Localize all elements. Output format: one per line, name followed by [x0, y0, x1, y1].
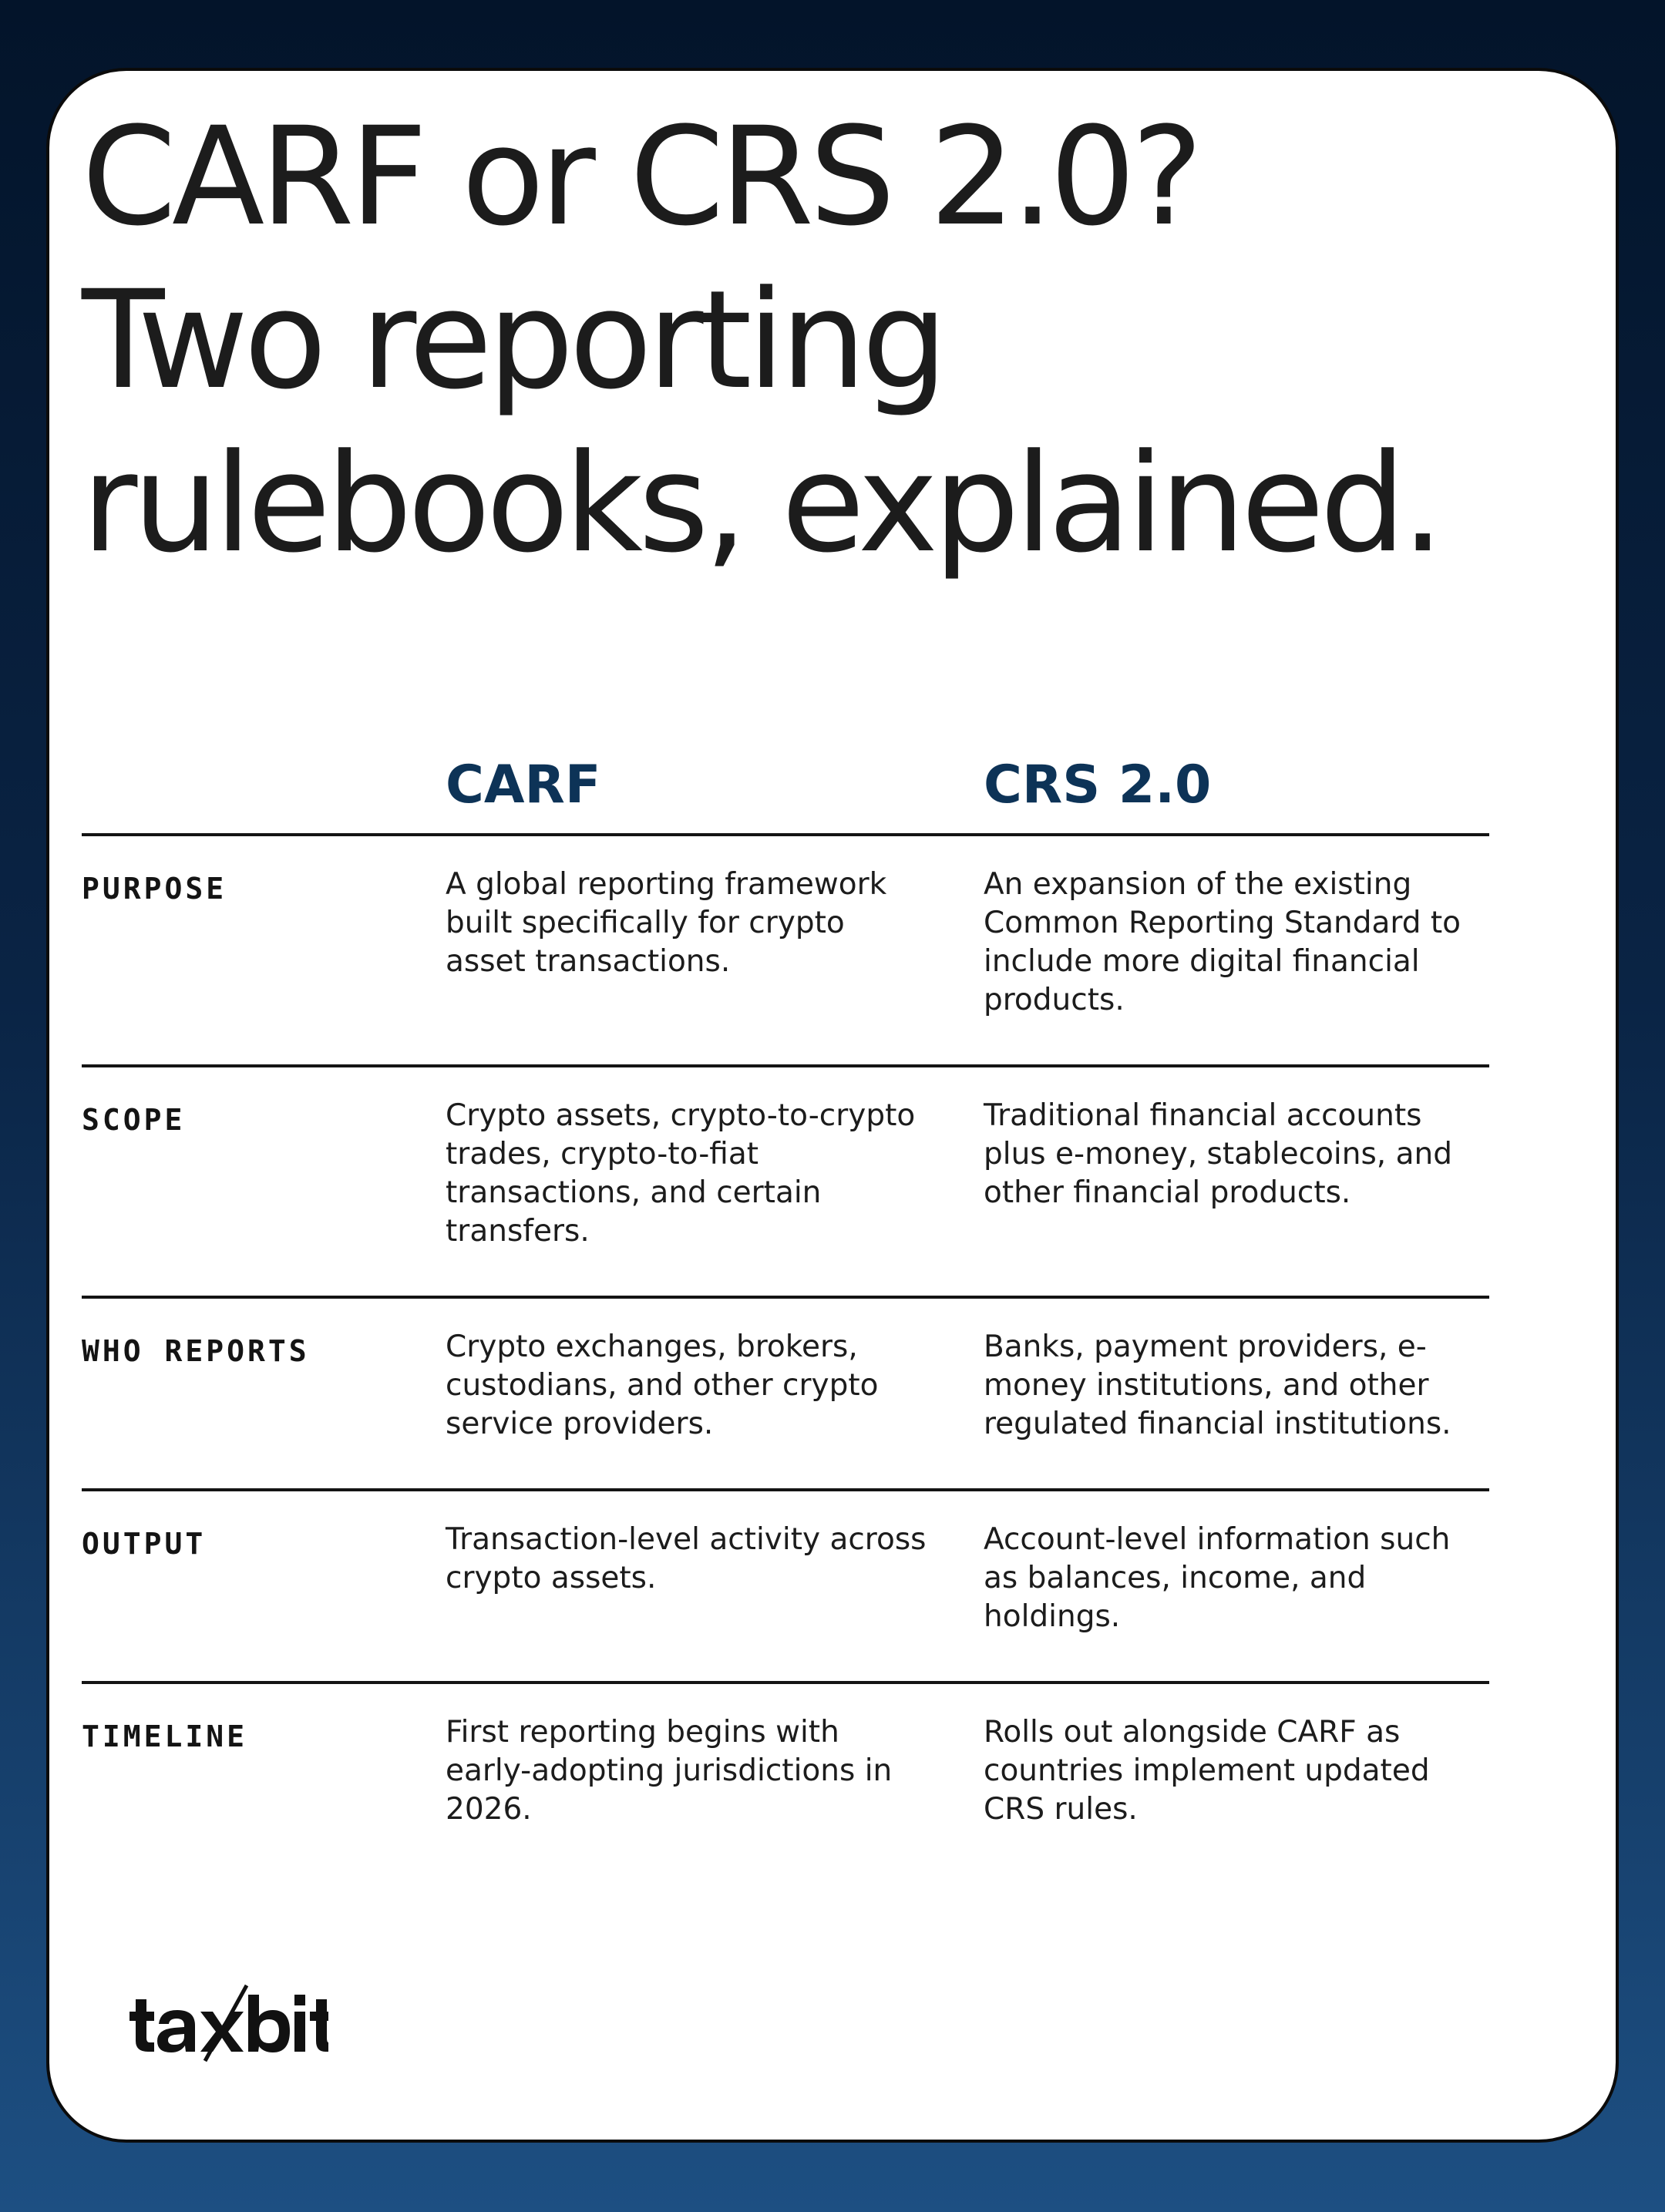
comparison-table: [82, 751, 1489, 1877]
crs-cell: Traditional financial accounts plus e-money, stablecoins, and other financial products.: [984, 1098, 1452, 1210]
row-label: PURPOSE: [82, 872, 227, 906]
column-header-crs: CRS 2.0: [984, 755, 1212, 815]
table-header: [82, 751, 1489, 836]
headline: [82, 96, 1440, 586]
headline-line-1: CARF or CRS 2.0?: [82, 98, 1199, 256]
crs-cell: Banks, payment providers, e-money institutions, and other regulated financial institutions.: [984, 1330, 1451, 1441]
crs-cell: An expansion of the existing Common Reporting Standard to include more digital financial products.: [984, 867, 1462, 1017]
carf-cell: First reporting begins with early-adopting jurisdictions in 2026.: [446, 1715, 893, 1827]
table-row-timeline: [82, 1684, 1489, 1877]
carf-cell: Transaction-level activity across crypto assets.: [446, 1522, 927, 1595]
crs-cell: Rolls out alongside CARF as countries implement updated CRS rules.: [984, 1715, 1430, 1827]
headline-line-2: Two reporting: [82, 261, 944, 419]
row-label: TIMELINE: [82, 1720, 248, 1753]
headline-line-3: rulebooks, explained.: [82, 425, 1440, 583]
row-label: WHO REPORTS: [82, 1334, 310, 1368]
taxbit-logo: [128, 1981, 328, 2066]
table-row-purpose: [82, 836, 1489, 1067]
carf-cell: A global reporting framework built specifically for crypto asset transactions.: [446, 867, 887, 979]
table-row-who-reports: [82, 1299, 1489, 1491]
carf-cell: Crypto exchanges, brokers, custodians, and other crypto service providers.: [446, 1330, 879, 1441]
carf-cell: Crypto assets, crypto-to-crypto trades, crypto-to-fiat transactions, and certain transfers.: [446, 1098, 916, 1249]
table-row-scope: [82, 1067, 1489, 1299]
crs-cell: Account-level information such as balances, income, and holdings.: [984, 1522, 1451, 1634]
table-row-output: [82, 1491, 1489, 1684]
row-label: SCOPE: [82, 1103, 186, 1137]
row-label: OUTPUT: [82, 1527, 207, 1561]
column-header-carf: CARF: [446, 755, 601, 815]
